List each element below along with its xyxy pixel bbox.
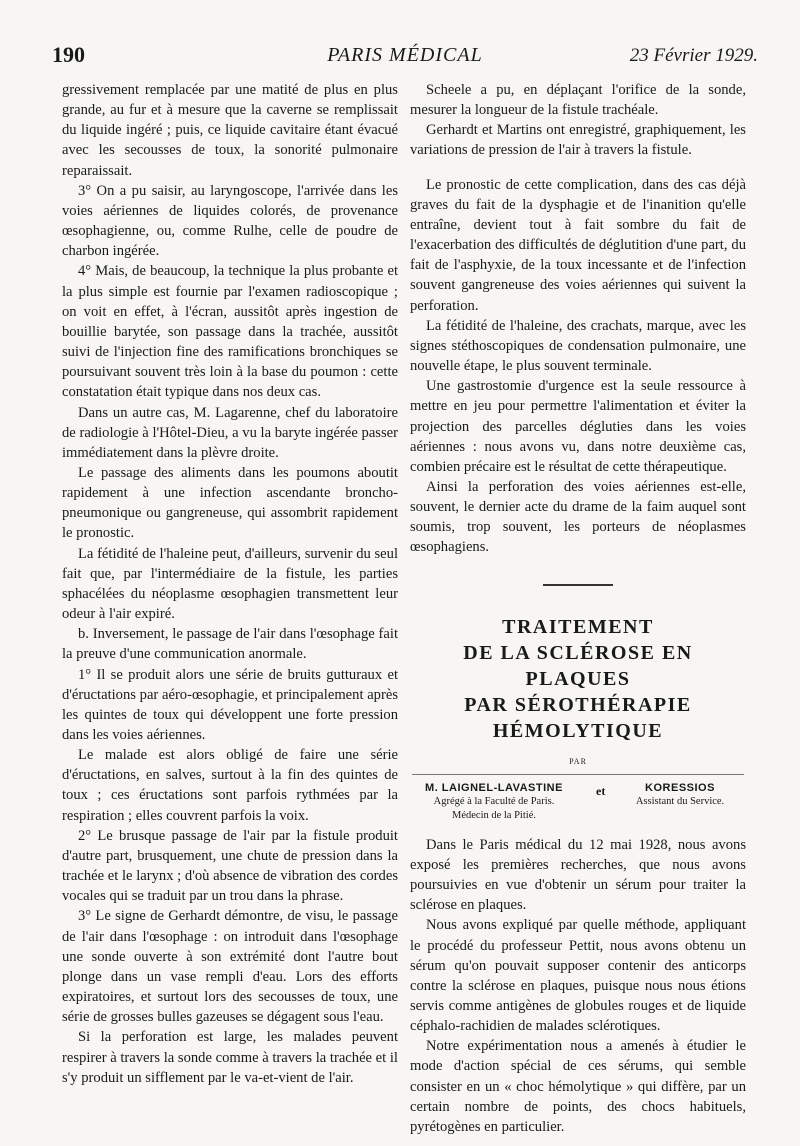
paragraph: La fétidité de l'haleine peut, d'ailleurs, survenir du seul fait que, par l'intermédiaire de la fistule, les parties sphacélées du néoplasme œsophagien transmettent leur odeur à l'air expiré. <box>62 545 398 623</box>
paragraph: 1° Il se produit alors une série de bruits gutturaux et d'éructations par aéro-œsophagie, et principalement après les quintes de toux qui développent une forte pression dans les voies aériennes. <box>62 666 398 743</box>
journal-title: PARIS MÉDICAL <box>327 44 483 66</box>
right-column <box>410 80 746 1137</box>
paragraph: b. Inversement, le passage de l'air dans l'œsophage fait la preuve d'une communication anormale. <box>62 626 398 663</box>
left-column <box>62 80 398 1088</box>
byline-rule <box>412 774 744 775</box>
author-2-affiliation: Assistant du Service. <box>635 795 725 807</box>
paragraph: 4° Mais, de beaucoup, la technique la plus probante et la plus simple est fournie par l'examen radioscopique ; on voit en effet, à l'écran, aussitôt après ingestion de bouillie barytée, son passage dans la trachée, aussitôt suivi de l'injection fine des ramifications bronchiques se poursuivant souvent très loin à la base du poumon : cette constatation était typique dans nos deux cas. <box>62 263 398 401</box>
paragraph: Le pronostic de cette complication, dans des cas déjà graves du fait de la dysphagie et de l'inanition qu'elle entraîne, devient tout à fait sombre du fait de l'exacerbation des difficultés de déglutition d'une part, du fait de l'asphyxie, de la toux incessante et de l'infection souvent gangreneuse des voies aériennes qui suivent la perforation. <box>410 176 746 314</box>
author-1-affiliation: Agrégé à la Faculté de Paris. <box>433 795 555 807</box>
paragraph: Dans le Paris médical du 12 mai 1928, nous avons exposé les premières recherches, que nous avons poursuivies en vue d'obtenir un sérum pour traiter la sclérose en plaques. <box>410 836 746 914</box>
article-title-line: HÉMOLYTIQUE <box>492 719 664 742</box>
paragraph: Notre expérimentation nous a amenés à étudier le mode d'action spécial de ces sérums, qui semble consister en un « choc hémolytique » qui diffère, par un certain nombre de points, des chocs habituels, pyrétogènes en particulier. <box>410 1038 746 1135</box>
author-1-affiliation-2: Médecin de la Pitié. <box>452 809 536 821</box>
page-number: 190 <box>52 42 85 67</box>
article-title-line: DE LA SCLÉROSE EN PLAQUES <box>463 641 693 690</box>
paragraph: 3° On a pu saisir, au laryngoscope, l'arrivée dans les voies aériennes de liquides colorés, de provenance œsophagienne, ou, comme Rulhe, celle de poudre de charbon ingérée. <box>62 182 398 260</box>
paragraph: Nous avons expliqué par quelle méthode, appliquant le procédé du professeur Pettit, nous avons obtenu un sérum qu'on pouvait supposer contenir des anticorps contre la sclérose en plaques, puisque nous nous étions servis comme antigènes de globules rouges et de liquide céphalo-rachidien de malades sclérotiques. <box>410 917 746 1035</box>
paragraph: gressivement remplacée par une matité de plus en plus grande, au fur et à mesure que la caverne se remplissait du liquide ingéré ; puis, ce liquide cavitaire étant évacué avec les secousses de toux, la sonorité pulmonaire reparaissait. <box>62 82 398 179</box>
article-title <box>410 614 746 744</box>
section-gap <box>410 161 746 175</box>
paragraph: Le malade est alors obligé de faire une série d'éructations, en salves, surtout à la fin des quintes de toux ; ces éructations sont parfois rythmées par la respiration ; elles couvrent parfois la voix. <box>62 747 398 824</box>
author-2 <box>620 781 740 809</box>
paragraph: Gerhardt et Martins ont enregistré, graphiquement, les variations de pression de l'air à travers la fistule. <box>410 122 746 159</box>
paragraph: Ainsi la perforation des voies aériennes est-elle, souvent, le dernier acte du drame de la faim auquel sont soumis, trop souvent, les porteurs de néoplasmes œsophagiens. <box>410 478 746 556</box>
author-2-name: KORESSIOS <box>645 781 715 794</box>
paragraph: Scheele a pu, en déplaçant l'orifice de la sonde, mesurer la longueur de la fistule trachéale. <box>410 82 746 119</box>
paragraph: Le passage des aliments dans les poumons aboutit rapidement à une infection ascendante broncho-pneumonique ou gangreneuse, qui assombrit rapidement le pronostic. <box>62 464 398 542</box>
issue-date: 23 Février 1929. <box>629 45 758 66</box>
paragraph: Dans un autre cas, M. Lagarenne, chef du laboratoire de radiologie à l'Hôtel-Dieu, a vu la baryte ingérée passer immédiatement dans la plèvre droite. <box>62 404 398 461</box>
paragraph: Une gastrostomie d'urgence est la seule ressource à mettre en jeu pour permettre l'alimentation et éviter la projection des parcelles dégluties dans les voies aériennes : nous avons vu, dans notre deuxième cas, combien précaire est le résultat de cette thérapeutique. <box>410 378 746 475</box>
author-1-name: M. LAIGNEL-LAVASTINE <box>425 781 563 794</box>
article-title-line: PAR SÉROTHÉRAPIE <box>464 693 692 716</box>
article-title-line: TRAITEMENT <box>502 615 654 638</box>
paragraph: Si la perforation est large, les malades peuvent respirer à travers la sonde comme à travers la trachée et il s'y produit un sifflement par le va-et-vient de l'air. <box>62 1029 398 1086</box>
paragraph: 3° Le signe de Gerhardt démontre, de visu, le passage de l'air dans l'œsophage : on introduit dans l'œsophage une sonde ouverte à son extrémité dont l'autre bout plonge dans un vase rempli d'eau. Lors des efforts expiratoires, et surtout lors des secousses de toux, une série de grosses bulles gazeuses se dégagent sous l'eau. <box>62 908 398 1026</box>
byline-par: PAR <box>569 756 587 766</box>
author-conjunction: et <box>596 783 606 798</box>
paragraph: La fétidité de l'haleine, des crachats, marque, avec les signes stéthoscopiques de condensation pulmonaire, une nouvelle étape, le plus souvent terminale. <box>410 317 746 375</box>
page-header <box>52 42 758 76</box>
author-1 <box>414 781 574 823</box>
authors-block <box>410 781 746 829</box>
article-separator <box>543 584 613 586</box>
paragraph: 2° Le brusque passage de l'air par la fistule produit d'autre part, brusquement, une chute de pression dans la trachée et le larynx ; d'où absence de vibration des cordes vocales qui se traduit par un trou dans la phrase. <box>62 827 398 905</box>
